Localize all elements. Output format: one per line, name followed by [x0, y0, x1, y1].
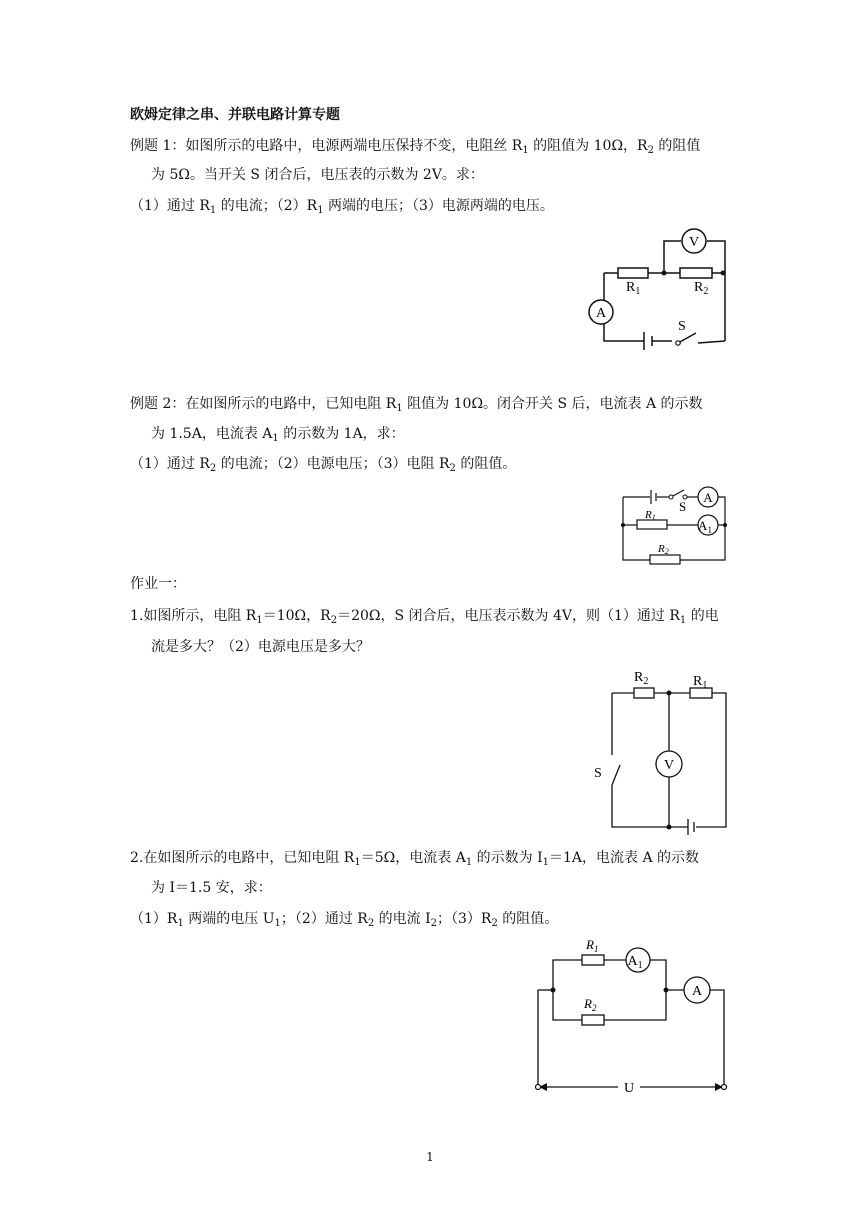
- hw2-ammeter-label: A: [691, 984, 703, 999]
- hw2-line1: 2.在如图所示的电路中，已知电阻 $R_1=5\Omega$，电流表 $A_1$ 的示数为 $I_1=1A$，电流表 A 的示数: [130, 850, 700, 868]
- ex1-ammeter-label: A: [595, 306, 607, 321]
- hw1-line2: 流是多大？（2）电源电压是多大？: [151, 639, 370, 655]
- hw2-voltage-label: U: [623, 1081, 635, 1096]
- hw1-circuit-diagram: [590, 665, 740, 835]
- ex2-r1-label: R1: [645, 509, 656, 522]
- homework-heading: 作业一：: [130, 576, 186, 592]
- hw1-r2-label: $R_2$: [634, 670, 649, 687]
- hw1-line1: 1.如图所示，电阻 $R_1=10\Omega$，$R_2=20\Omega$，S 闭合后，电压表示数为 4V，则（1）通过 $R_1$ 的电: [130, 608, 719, 626]
- hw2-r1-label: $R_1$: [586, 937, 599, 954]
- ex1-r1-label: $R_1$: [626, 280, 641, 297]
- ex1-line1: 例题 1：如图所示的电路中，电源两端电压保持不变，电阻丝 $R_1$ 的阻值为 10Ω，$R_2$ 的阻值: [130, 138, 701, 156]
- ex1-switch-label: S: [678, 319, 686, 334]
- hw1-switch-label: S: [594, 766, 602, 781]
- ex2-circuit-diagram: [615, 480, 735, 570]
- hw2-line2: 为 I＝1.5 安，求：: [151, 880, 272, 896]
- ex1-line3: （1）通过 $R_1$ 的电流；$(2)R_1$ 两端的电压；（3）电源两端的电压。: [130, 198, 554, 216]
- hw2-line3: $(1)R_1$ 两端的电压 $U_1$；（2）通过 $R_2$ 的电流 $I_2$；$(3)R_2$ 的阻值。: [130, 911, 559, 929]
- ex2-ammeter-label: A: [703, 490, 713, 505]
- ex1-line2: 为 5Ω。当开关 S 闭合后，电压表的示数为 2V。求：: [151, 167, 484, 183]
- ex2-line1: 例题 2：在如图所示的电路中，已知电阻 $R_1$ 阻值为 10Ω。闭合开关 S 后，电流表 A 的示数: [130, 396, 703, 414]
- ex1-circuit-diagram: [580, 225, 740, 355]
- ex1-voltmeter-label: V: [688, 235, 700, 250]
- document-title: 欧姆定律之串、并联电路计算专题: [130, 107, 340, 123]
- ex2-line2: 为 1.5A，电流表 $A_1$ 的示数为 1A，求：: [151, 426, 405, 444]
- page-number: 1: [426, 1150, 434, 1164]
- hw1-r1-label: $R_1$: [693, 674, 708, 691]
- ex2-line3: （1）通过 $R_2$ 的电流；（2）电源电压；（3）电阻 $R_2$ 的阻值。: [130, 456, 517, 474]
- hw2-r2-label: $R_2$: [584, 996, 597, 1013]
- ex2-r2-label: R2: [658, 543, 669, 556]
- ex2-switch-label: S: [679, 499, 687, 514]
- hw2-ammeter1-label: $A_1$: [627, 954, 643, 971]
- hw1-voltmeter-label: V: [663, 758, 675, 773]
- ex1-r2-label: $R_2$: [694, 280, 709, 297]
- ex2-ammeter1-label: $A_1$: [698, 518, 712, 535]
- hw2-circuit-diagram: [530, 935, 735, 1100]
